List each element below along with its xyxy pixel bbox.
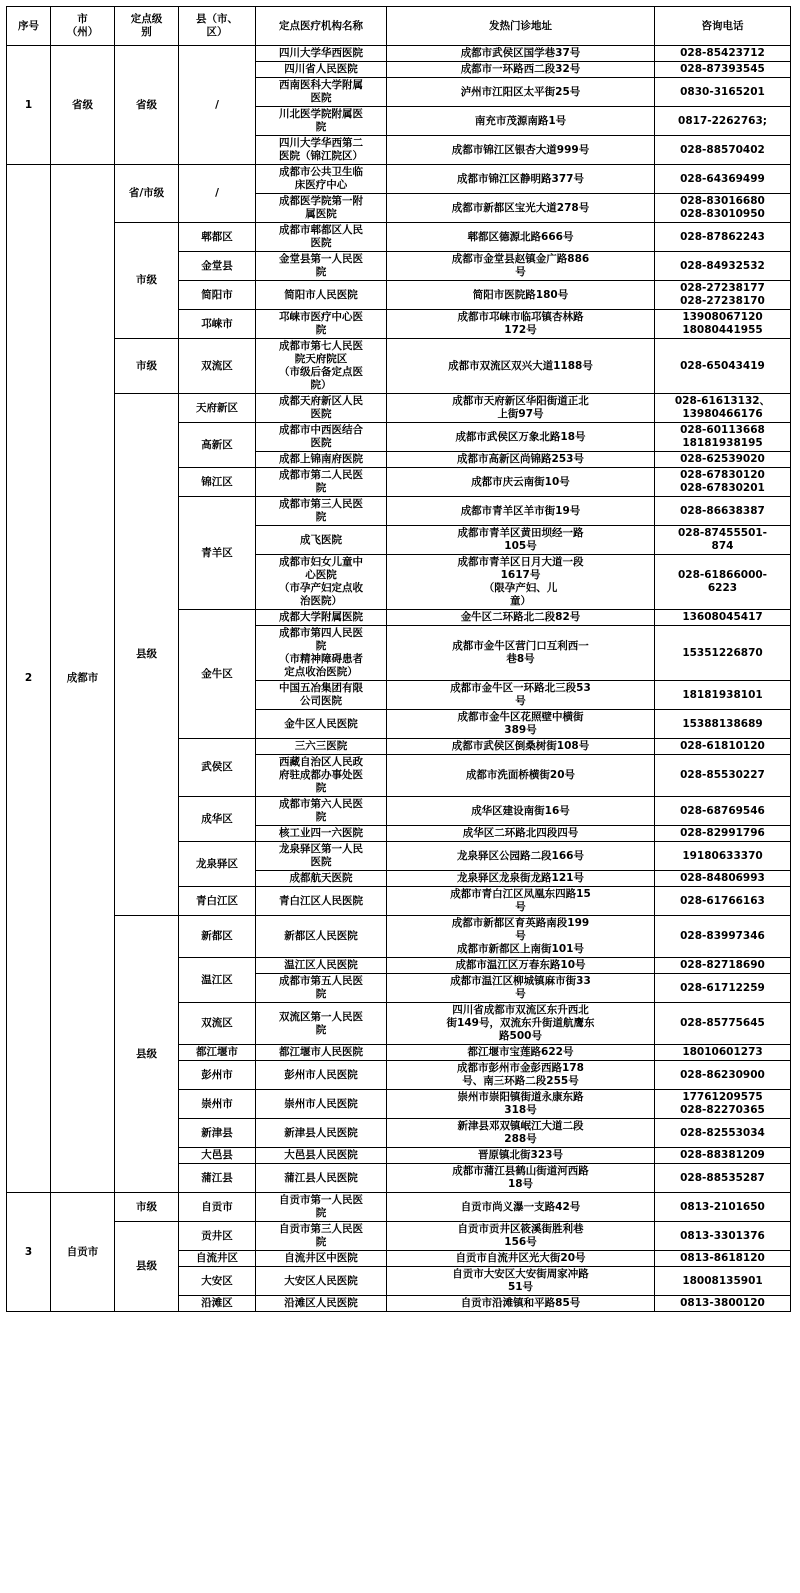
phone-cell: 15388138689 [655,710,791,739]
address-cell: 成都市青羊区羊市街19号 [387,497,655,526]
phone-cell: 028-61866000- 6223 [655,555,791,610]
address-cell: 成华区二环路北四段四号 [387,826,655,842]
phone-cell: 028-86230900 [655,1061,791,1090]
county-cell: 龙泉驿区 [179,842,256,887]
hospital-name-cell: 大安区人民医院 [256,1267,387,1296]
level-cell: 省级 [115,46,179,165]
hospital-name-cell: 双流区第一人民医 院 [256,1003,387,1045]
level-cell: 市级 [115,339,179,394]
phone-cell: 19180633370 [655,842,791,871]
address-cell: 四川省成都市双流区东升西北 街149号，双流东升街道航鹰东 路500号 [387,1003,655,1045]
county-cell: 彭州市 [179,1061,256,1090]
address-cell: 新津县邓双镇岷江大道二段 288号 [387,1119,655,1148]
hospital-name-cell: 都江堰市人民医院 [256,1045,387,1061]
phone-cell: 15351226870 [655,626,791,681]
county-cell: 金牛区 [179,610,256,739]
phone-cell: 028-61766163 [655,887,791,916]
phone-cell: 0813-3800120 [655,1296,791,1312]
header-city: 市 （州） [51,7,115,46]
address-cell: 成都市金牛区营门口互利西一 巷8号 [387,626,655,681]
hospital-name-cell: 简阳市人民医院 [256,281,387,310]
county-cell: 新津县 [179,1119,256,1148]
county-cell: 邛崃市 [179,310,256,339]
address-cell: 成都市武侯区国学巷37号 [387,46,655,62]
phone-cell: 028-85530227 [655,755,791,797]
county-cell: 双流区 [179,1003,256,1045]
address-cell: 成都市蒲江县鹤山街道河西路 18号 [387,1164,655,1193]
table-row [7,1222,791,1251]
table-row [7,339,791,394]
hospital-name-cell: 大邑县人民医院 [256,1148,387,1164]
address-cell: 成都市庆云南街10号 [387,468,655,497]
hospital-name-cell: 成都市第五人民医 院 [256,974,387,1003]
address-cell: 成都市新都区宝光大道278号 [387,194,655,223]
address-cell: 郫都区德源北路666号 [387,223,655,252]
county-cell: 青羊区 [179,497,256,610]
address-cell: 成都市金牛区花照壁中横街 389号 [387,710,655,739]
address-cell: 成都市双流区双兴大道1188号 [387,339,655,394]
county-cell: / [179,165,256,223]
hospital-name-cell: 蒲江县人民医院 [256,1164,387,1193]
county-cell: 金堂县 [179,252,256,281]
hospital-name-cell: 金堂县第一人民医 院 [256,252,387,281]
hospital-name-cell: 成都市公共卫生临 床医疗中心 [256,165,387,194]
fever-clinic-table [6,6,791,1312]
address-cell: 成都市温江区万春东路10号 [387,958,655,974]
county-cell: 自贡市 [179,1193,256,1222]
level-cell: 县级 [115,916,179,1193]
phone-cell: 028-67830120 028-67830201 [655,468,791,497]
hospital-name-cell: 四川大学华西第二 医院（锦江院区） [256,136,387,165]
address-cell: 成都市青白江区凤凰东四路15 号 [387,887,655,916]
hospital-name-cell: 四川大学华西医院 [256,46,387,62]
county-cell: 温江区 [179,958,256,1003]
table-body [7,46,791,1312]
seq-cell: 2 [7,165,51,1193]
address-cell: 自贡市尚义瀑一支路42号 [387,1193,655,1222]
hospital-name-cell: 成都上锦南府医院 [256,452,387,468]
address-cell: 龙泉驿区公园路二段166号 [387,842,655,871]
hospital-name-cell: 金牛区人民医院 [256,710,387,739]
level-cell: 县级 [115,394,179,916]
city-cell: 省级 [51,46,115,165]
header-level: 定点级 别 [115,7,179,46]
header-county: 县（市、 区） [179,7,256,46]
level-cell: 县级 [115,1222,179,1312]
header-phone: 咨询电话 [655,7,791,46]
county-cell: 高新区 [179,423,256,468]
phone-cell: 028-61613132、 13980466176 [655,394,791,423]
phone-cell: 18181938101 [655,681,791,710]
hospital-name-cell: 龙泉驿区第一人民 医院 [256,842,387,871]
phone-cell: 028-88535287 [655,1164,791,1193]
phone-cell: 028-88381209 [655,1148,791,1164]
hospital-name-cell: 川北医学院附属医 院 [256,107,387,136]
address-cell: 成都市锦江区静明路377号 [387,165,655,194]
phone-cell: 028-61810120 [655,739,791,755]
county-cell: 成华区 [179,797,256,842]
phone-cell: 028-68769546 [655,797,791,826]
hospital-name-cell: 成都航天医院 [256,871,387,887]
address-cell: 都江堰市宝莲路622号 [387,1045,655,1061]
phone-cell: 028-83016680 028-83010950 [655,194,791,223]
phone-cell: 028-86638387 [655,497,791,526]
address-cell: 成都市洗面桥横街20号 [387,755,655,797]
seq-cell: 3 [7,1193,51,1312]
hospital-name-cell: 新津县人民医院 [256,1119,387,1148]
phone-cell: 0830-3165201 [655,78,791,107]
county-cell: 简阳市 [179,281,256,310]
county-cell: 大邑县 [179,1148,256,1164]
county-cell: 新都区 [179,916,256,958]
phone-cell: 13608045417 [655,610,791,626]
address-cell: 成都市金牛区一环路北三段53 号 [387,681,655,710]
address-cell: 成都市武侯区倒桑树街108号 [387,739,655,755]
hospital-name-cell: 西藏自治区人民政 府驻成都办事处医 院 [256,755,387,797]
city-cell: 成都市 [51,165,115,1193]
address-cell: 晋原镇北街323号 [387,1148,655,1164]
hospital-name-cell: 崇州市人民医院 [256,1090,387,1119]
hospital-name-cell: 新都区人民医院 [256,916,387,958]
hospital-name-cell: 西南医科大学附属 医院 [256,78,387,107]
hospital-name-cell: 成都天府新区人民 医院 [256,394,387,423]
phone-cell: 028-87455501- 874 [655,526,791,555]
hospital-name-cell: 成都市第四人民医 院 （市精神障碍患者 定点收治医院） [256,626,387,681]
hospital-name-cell: 彭州市人民医院 [256,1061,387,1090]
hospital-name-cell: 自贡市第一人民医 院 [256,1193,387,1222]
address-cell: 成都市温江区柳城镇麻市街33 号 [387,974,655,1003]
hospital-name-cell: 邛崃市医疗中心医 院 [256,310,387,339]
table-row [7,46,791,62]
address-cell: 成都市新都区育英路南段199 号 成都市新都区上南街101号 [387,916,655,958]
phone-cell: 028-88570402 [655,136,791,165]
phone-cell: 028-82553034 [655,1119,791,1148]
hospital-name-cell: 成都市中西医结合 医院 [256,423,387,452]
address-cell: 成都市武侯区万象北路18号 [387,423,655,452]
table-row [7,1193,791,1222]
hospital-name-cell: 核工业四一六医院 [256,826,387,842]
hospital-name-cell: 成都医学院第一附 属医院 [256,194,387,223]
address-cell: 成都市彭州市金彭西路178 号、南三环路二段255号 [387,1061,655,1090]
phone-cell: 028-82991796 [655,826,791,842]
phone-cell: 028-27238177 028-27238170 [655,281,791,310]
hospital-name-cell: 成飞医院 [256,526,387,555]
phone-cell: 0817-2262763; [655,107,791,136]
phone-cell: 028-60113668 18181938195 [655,423,791,452]
address-cell: 南充市茂源南路1号 [387,107,655,136]
level-cell: 市级 [115,223,179,339]
address-cell: 成都市青羊区日月大道一段 1617号 （限孕产妇、儿 童） [387,555,655,610]
hospital-name-cell: 沿滩区人民医院 [256,1296,387,1312]
address-cell: 成都市金堂县赵镇金广路886 号 [387,252,655,281]
phone-cell: 028-84806993 [655,871,791,887]
hospital-name-cell: 四川省人民医院 [256,62,387,78]
address-cell: 龙泉驿区龙泉街龙路121号 [387,871,655,887]
address-cell: 成都市一环路西二段32号 [387,62,655,78]
hospital-name-cell: 成都市第六人民医 院 [256,797,387,826]
address-cell: 泸州市江阳区太平街25号 [387,78,655,107]
county-cell: 双流区 [179,339,256,394]
address-cell: 金牛区二环路北二段82号 [387,610,655,626]
address-cell: 自贡市贡井区筱溪街胜利巷 156号 [387,1222,655,1251]
phone-cell: 028-62539020 [655,452,791,468]
county-cell: 天府新区 [179,394,256,423]
table-header-row [7,7,791,46]
county-cell: 沿滩区 [179,1296,256,1312]
phone-cell: 028-85423712 [655,46,791,62]
county-cell: 武侯区 [179,739,256,797]
hospital-name-cell: 青白江区人民医院 [256,887,387,916]
phone-cell: 0813-3301376 [655,1222,791,1251]
phone-cell: 028-84932532 [655,252,791,281]
hospital-name-cell: 成都市郫都区人民 医院 [256,223,387,252]
phone-cell: 028-61712259 [655,974,791,1003]
phone-cell: 13908067120 18080441955 [655,310,791,339]
table-row [7,916,791,958]
address-cell: 成都市锦江区银杏大道999号 [387,136,655,165]
hospital-name-cell: 成都大学附属医院 [256,610,387,626]
level-cell: 省/市级 [115,165,179,223]
phone-cell: 028-87862243 [655,223,791,252]
phone-cell: 17761209575 028-82270365 [655,1090,791,1119]
level-cell: 市级 [115,1193,179,1222]
phone-cell: 0813-8618120 [655,1251,791,1267]
county-cell: 大安区 [179,1267,256,1296]
address-cell: 成都市高新区尚锦路253号 [387,452,655,468]
hospital-name-cell: 成都市妇女儿童中 心医院 （市孕产妇定点收 治医院） [256,555,387,610]
phone-cell: 028-87393545 [655,62,791,78]
county-cell: 都江堰市 [179,1045,256,1061]
hospital-name-cell: 成都市第二人民医 院 [256,468,387,497]
hospital-name-cell: 三六三医院 [256,739,387,755]
county-cell: 崇州市 [179,1090,256,1119]
header-seq: 序号 [7,7,51,46]
hospital-name-cell: 温江区人民医院 [256,958,387,974]
county-cell: 青白江区 [179,887,256,916]
address-cell: 成都市邛崃市临邛镇杏林路 172号 [387,310,655,339]
address-cell: 自贡市自流井区光大街20号 [387,1251,655,1267]
hospital-name-cell: 成都市第三人民医 院 [256,497,387,526]
county-cell: 锦江区 [179,468,256,497]
phone-cell: 0813-2101650 [655,1193,791,1222]
county-cell: 郫都区 [179,223,256,252]
county-cell: / [179,46,256,165]
phone-cell: 028-83997346 [655,916,791,958]
table-row [7,394,791,423]
phone-cell: 028-65043419 [655,339,791,394]
county-cell: 贡井区 [179,1222,256,1251]
phone-cell: 028-85775645 [655,1003,791,1045]
seq-cell: 1 [7,46,51,165]
city-cell: 自贡市 [51,1193,115,1312]
hospital-name-cell: 中国五冶集团有限 公司医院 [256,681,387,710]
phone-cell: 028-64369499 [655,165,791,194]
header-hospital: 定点医疗机构名称 [256,7,387,46]
address-cell: 简阳市医院路180号 [387,281,655,310]
address-cell: 自贡市沿滩镇和平路85号 [387,1296,655,1312]
address-cell: 成都市青羊区黄田坝经一路 105号 [387,526,655,555]
address-cell: 成华区建设南街16号 [387,797,655,826]
hospital-name-cell: 自贡市第三人民医 院 [256,1222,387,1251]
hospital-name-cell: 成都市第七人民医 院天府院区 （市级后备定点医 院） [256,339,387,394]
header-address: 发热门诊地址 [387,7,655,46]
phone-cell: 028-82718690 [655,958,791,974]
county-cell: 自流井区 [179,1251,256,1267]
address-cell: 崇州市崇阳镇街道永康东路 318号 [387,1090,655,1119]
hospital-name-cell: 自流井区中医院 [256,1251,387,1267]
table-row [7,165,791,194]
address-cell: 自贡市大安区大安街周家冲路 51号 [387,1267,655,1296]
phone-cell: 18010601273 [655,1045,791,1061]
table-row [7,223,791,252]
phone-cell: 18008135901 [655,1267,791,1296]
address-cell: 成都市天府新区华阳街道正北 上街97号 [387,394,655,423]
county-cell: 蒲江县 [179,1164,256,1193]
